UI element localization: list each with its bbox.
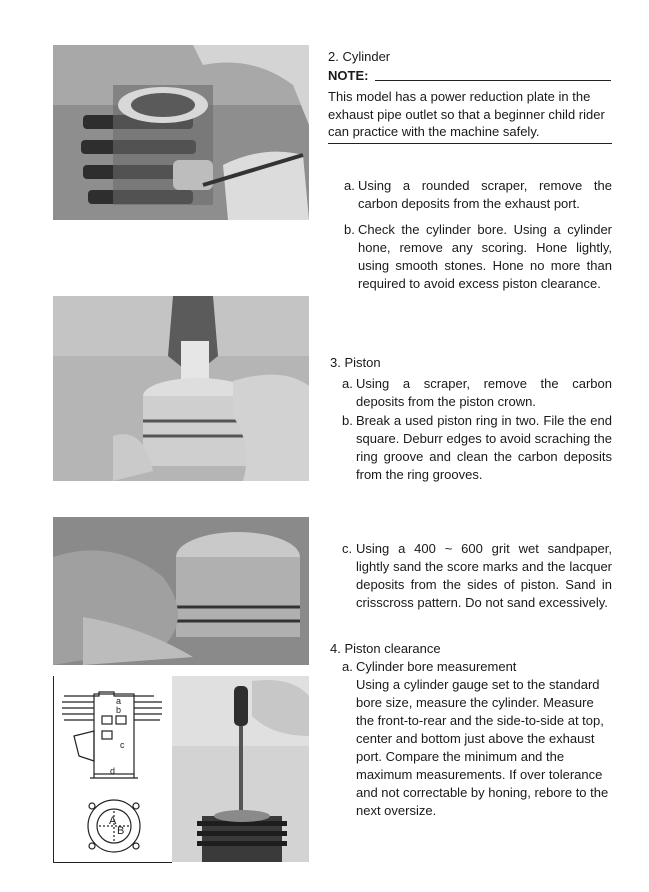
section-clearance-heading: 4. Piston clearance: [330, 641, 441, 656]
step-text: Using a scraper, remove the carbon deposits from the piston crown.: [356, 376, 612, 409]
step-text: Check the cylinder bore. Using a cylinder hone, remove any scoring. Hone lightly, using smooth stones. Hone no more than required to avoid excess piston clearance.: [358, 222, 612, 291]
photo-piston-crown-scraping: [53, 296, 309, 481]
photo-cylinder-scraping: [53, 45, 309, 220]
diagram-label-c: c: [120, 740, 125, 750]
step-label: c.: [342, 541, 353, 556]
piston-step-c: [342, 540, 612, 612]
piston-step-b: [342, 412, 612, 484]
step-label: b.: [342, 413, 353, 428]
note-text: This model has a power reduction plate in the exhaust pipe outlet so that a beginner child rider can practice with the machine safely.: [328, 89, 605, 139]
step-label: a.: [342, 376, 353, 391]
step-subheading: Cylinder bore measurement: [356, 659, 517, 674]
cylinder-measurement-diagram: [53, 676, 172, 863]
photo-piston-sanding: [53, 517, 309, 665]
step-label: a.: [344, 178, 355, 193]
step-label: a.: [342, 659, 353, 674]
diagram-label-b: b: [116, 705, 122, 715]
note-underline: [375, 80, 611, 81]
photo-cylinder-gauge: [172, 676, 309, 862]
step-text: Using a rounded scraper, remove the carbon deposits from the exhaust port.: [358, 178, 612, 211]
step-text: Using a cylinder gauge set to the standard bore size, measure the cylinder. Measure the front-to-rear and the side-to-side at top, center and bottom just above the exhaust port. Compare the minimum and the maximum measurements. If over tolerance and not correctable by honing, rebore to the next oversize.: [356, 677, 609, 818]
diagram-label-B: B: [117, 825, 125, 837]
diagram-label-A: A: [109, 815, 117, 827]
diagram-label-d: d: [110, 766, 116, 776]
cylinder-step-b: [344, 221, 612, 293]
note-end-rule: [328, 143, 612, 144]
step-text: Break a used piston ring in two. File the end square. Deburr edges to avoid scraching the ring groove and clean the carbon deposits from the ring grooves.: [356, 413, 612, 482]
diagram-label-a: a: [116, 696, 122, 706]
step-label: b.: [344, 222, 355, 237]
piston-step-a: [342, 375, 612, 411]
section-piston-heading: 3. Piston: [330, 355, 381, 370]
section-cylinder-heading: 2. Cylinder: [328, 49, 391, 64]
cylinder-step-a: [344, 177, 612, 213]
note-label: NOTE:: [328, 68, 369, 83]
clearance-step-a: [342, 658, 614, 820]
step-text: Using a 400 ~ 600 grit wet sandpaper, lightly sand the score marks and the lacquer deposits from the sides of piston. Sand in crisscross pattern. Do not sand excessively.: [356, 541, 612, 610]
